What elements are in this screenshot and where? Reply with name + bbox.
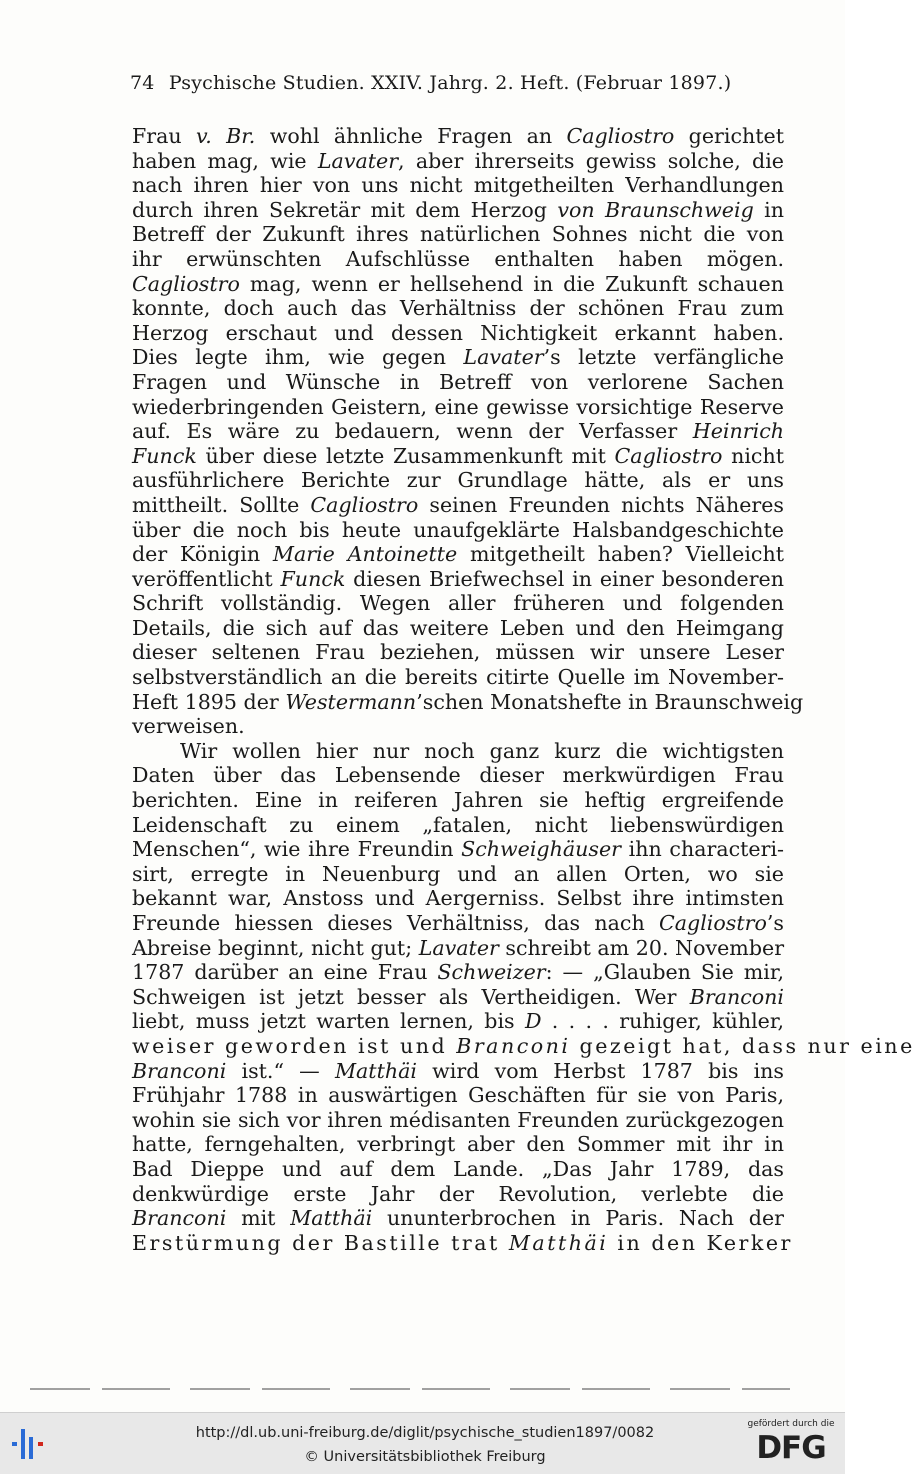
text-line bbox=[132, 272, 784, 297]
text-run: : — „Glauben Sie mir, bbox=[545, 960, 784, 985]
italic-name: Branconi bbox=[132, 1058, 227, 1083]
text-line bbox=[132, 665, 784, 690]
italic-name: Westermann bbox=[285, 689, 417, 714]
text-run: bekannt war, Anstoss und Aergerniss. Selbst ihre intimsten bbox=[132, 886, 784, 911]
text-run: diesen Briefwechsel in einer besonderen bbox=[345, 566, 785, 591]
text-line bbox=[132, 321, 784, 346]
text-line bbox=[132, 1182, 784, 1207]
text-line bbox=[132, 837, 784, 862]
text-run: über die noch bis heute unaufgeklärte Halsbandgeschichte bbox=[132, 517, 784, 542]
text-run: gerichtet bbox=[674, 124, 785, 148]
text-run: mitgetheilt haben? Vielleicht bbox=[457, 542, 784, 567]
text-run: durch ihren Sekretär mit dem Herzog bbox=[132, 197, 558, 222]
text-line bbox=[132, 1132, 784, 1157]
text-run: hatte, ferngehalten, verbringt aber den Sommer mit ihr in bbox=[132, 1132, 784, 1157]
text-run: Freunde hiessen dieses Verhältniss, das nach bbox=[132, 911, 659, 935]
italic-name: von Braunschweig bbox=[557, 197, 754, 222]
text-run: ihn characteri- bbox=[621, 837, 784, 862]
italic-name: Heinrich bbox=[692, 419, 784, 444]
text-line bbox=[132, 468, 784, 493]
running-title: Psychische Studien. XXIV. Jahrg. 2. Heft. (Februar 1897.) bbox=[168, 72, 732, 94]
text-line bbox=[132, 567, 784, 592]
text-line bbox=[132, 763, 784, 788]
text-run: verweisen. bbox=[132, 714, 245, 739]
text-run: ist.“ — bbox=[226, 1058, 335, 1083]
text-run: wiederbringenden Geistern, eine gewisse vorsichtige Reserve bbox=[132, 394, 784, 419]
text-run: ’schen Monatshefte in Braunschweig bbox=[416, 689, 804, 714]
text-run: 1787 darüber an eine Frau bbox=[132, 960, 438, 985]
text-line bbox=[132, 936, 784, 961]
italic-name: Branconi bbox=[456, 1033, 571, 1058]
text-run: Erstürmung der Bastille trat bbox=[132, 1230, 509, 1255]
text-run: nicht bbox=[722, 443, 784, 468]
italic-name: Cagliostro bbox=[310, 492, 419, 517]
text-run: gezeigt hat, dass nur eine bbox=[570, 1033, 915, 1058]
text-line bbox=[132, 149, 784, 174]
text-line bbox=[132, 911, 784, 936]
text-line bbox=[132, 444, 784, 469]
text-line bbox=[132, 198, 784, 223]
text-run: Frau bbox=[132, 124, 197, 148]
text-run: Bad Dieppe und auf dem Lande. „Das Jahr 1789, das bbox=[132, 1156, 784, 1181]
text-run: der Königin bbox=[132, 542, 273, 567]
text-run: sirt, erregte in Neuenburg und an allen Orten, wo sie bbox=[132, 861, 784, 886]
text-run: konnte, doch auch das Verhältniss der schönen Frau zum bbox=[132, 296, 784, 321]
text-run: ununterbrochen in Paris. Nach der bbox=[372, 1206, 784, 1231]
italic-name: Matthäi bbox=[334, 1058, 417, 1083]
text-run: Details, die sich auf das weitere Leben und den Heimgang bbox=[132, 615, 784, 640]
text-line bbox=[132, 542, 784, 567]
text-run: Schrift vollständig. Wegen aller früheren und folgenden bbox=[132, 591, 784, 616]
text-run: dieser seltenen Frau beziehen, müssen wir unsere Leser bbox=[132, 640, 784, 665]
text-line bbox=[132, 985, 784, 1010]
italic-name: Branconi bbox=[132, 1206, 227, 1231]
italic-name: Cagliostro bbox=[614, 443, 723, 468]
text-run: wohin sie sich vor ihren médisanten Freunden zurückgezogen bbox=[132, 1107, 784, 1132]
document-url[interactable]: http://dl.ub.uni-freiburg.de/diglit/psychische_studien1897/0082 bbox=[195, 1425, 655, 1441]
text-run: Dies legte ihm, wie gegen bbox=[132, 345, 464, 370]
text-line bbox=[132, 960, 784, 985]
text-run: ihr erwünschten Aufschlüsse enthalten haben mögen. bbox=[132, 246, 784, 271]
text-line bbox=[132, 124, 784, 149]
italic-name: Branconi bbox=[689, 984, 784, 1009]
italic-name: Funck bbox=[132, 443, 197, 468]
text-run: Herzog erschaut und dessen Nichtigkeit erkannt haben. bbox=[132, 320, 784, 345]
text-run: Menschen“, wie ihre Freundin bbox=[132, 837, 462, 862]
text-line bbox=[132, 296, 784, 321]
text-run: ’s bbox=[766, 911, 784, 935]
text-line bbox=[132, 518, 784, 543]
italic-name: D bbox=[524, 1009, 542, 1034]
text-run: selbstverständlich an die bereits citirte Quelle im November- bbox=[132, 665, 784, 690]
text-line bbox=[132, 739, 784, 764]
viewer-footer bbox=[0, 1412, 845, 1474]
italic-name: Matthäi bbox=[508, 1230, 609, 1255]
text-run: denkwürdige erste Jahr der Revolution, verlebte die bbox=[132, 1181, 784, 1206]
text-line bbox=[132, 640, 784, 665]
text-run: weiser geworden ist und bbox=[132, 1033, 457, 1058]
text-run: ’s letzte verfängliche bbox=[543, 345, 784, 370]
text-line bbox=[132, 222, 784, 247]
text-run: wird vom Herbst 1787 bis ins bbox=[416, 1058, 784, 1083]
text-line bbox=[132, 1059, 784, 1084]
text-run: ausführlichere Berichte zur Grundlage hätte, als er uns bbox=[132, 468, 784, 493]
text-line bbox=[132, 616, 784, 641]
text-line bbox=[132, 1033, 915, 1059]
italic-name: Cagliostro bbox=[658, 911, 767, 935]
text-run: mit bbox=[226, 1206, 291, 1231]
text-run: schreibt am 20. November bbox=[498, 935, 785, 960]
text-line bbox=[132, 813, 784, 838]
italic-name: v. Br. bbox=[196, 124, 256, 148]
text-line bbox=[132, 1230, 793, 1256]
text-run: Daten über das Lebensende dieser merkwürdigen Frau bbox=[132, 763, 784, 788]
text-run: haben mag, wie bbox=[132, 148, 318, 173]
text-line bbox=[132, 1206, 784, 1231]
text-run: Frühjahr 1788 in auswärtigen Geschäften für sie von Paris, bbox=[132, 1083, 784, 1108]
text-run: Leidenschaft zu einem „fatalen, nicht liebenswürdigen bbox=[132, 812, 784, 837]
text-line bbox=[132, 1157, 784, 1182]
text-run: veröffentlicht bbox=[132, 566, 281, 591]
text-line bbox=[132, 1083, 784, 1108]
italic-name: Marie Antoinette bbox=[272, 542, 458, 567]
text-run: auf. Es wäre zu bedauern, wenn der Verfasser bbox=[132, 419, 693, 444]
text-line bbox=[132, 689, 804, 715]
text-run: berichten. Eine in reiferen Jahren sie heftig ergreifende bbox=[132, 788, 784, 813]
text-run: seinen Freunden nichts Näheres bbox=[418, 492, 784, 517]
text-run: , aber ihrerseits gewiss solche, die bbox=[398, 148, 784, 173]
text-run: liebt, muss jetzt warten lernen, bis bbox=[132, 1009, 525, 1034]
text-run: Wir wollen hier nur noch ganz kurz die wichtigsten bbox=[180, 738, 784, 763]
text-line bbox=[132, 788, 784, 813]
text-run: nach ihren hier von uns nicht mitgetheilten Verhandlungen bbox=[132, 173, 784, 198]
library-logo-icon bbox=[10, 1425, 46, 1463]
text-line bbox=[132, 1009, 784, 1034]
text-run: mag, wenn er hellsehend in die Zukunft schauen bbox=[239, 271, 784, 296]
text-line bbox=[132, 419, 784, 444]
text-line bbox=[132, 247, 784, 272]
italic-name: Funck bbox=[280, 566, 346, 591]
text-line bbox=[132, 493, 784, 518]
italic-name: Cagliostro bbox=[132, 271, 240, 296]
text-run: wohl ähnliche Fragen an bbox=[255, 124, 567, 148]
text-run: Heft 1895 der bbox=[132, 689, 286, 714]
text-line bbox=[132, 591, 784, 616]
italic-name: Lavater bbox=[418, 935, 499, 960]
italic-name: Schweizer bbox=[437, 960, 546, 985]
text-line bbox=[132, 862, 784, 887]
scan-edge-rule bbox=[30, 1388, 790, 1390]
dfg-wordmark: DFG bbox=[756, 1430, 826, 1466]
text-run: Abreise beginnt, nicht gut; bbox=[132, 935, 419, 960]
italic-name: Lavater bbox=[317, 148, 399, 173]
dfg-logo bbox=[745, 1419, 837, 1469]
text-run: in den Kerker bbox=[608, 1230, 793, 1255]
text-line bbox=[132, 345, 784, 370]
italic-name: Cagliostro bbox=[566, 124, 675, 148]
text-run: Betreff der Zukunft ihres natürlichen Sohnes nicht die von bbox=[132, 222, 784, 247]
text-run: Fragen und Wünsche in Betreff von verlorene Sachen bbox=[132, 369, 784, 394]
running-header bbox=[130, 72, 790, 94]
text-run: über diese letzte Zusammenkunft mit bbox=[196, 443, 615, 468]
text-run: in bbox=[753, 197, 784, 222]
text-line bbox=[132, 173, 784, 198]
text-line bbox=[132, 1108, 784, 1133]
text-line bbox=[132, 714, 784, 739]
text-run: . . . . ruhiger, kühler, bbox=[541, 1009, 784, 1034]
dfg-caption: gefördert durch die bbox=[747, 1419, 835, 1429]
text-run: mittheilt. Sollte bbox=[132, 492, 311, 517]
body-text bbox=[132, 124, 915, 1255]
text-line bbox=[132, 395, 784, 420]
italic-name: Schweighäuser bbox=[461, 837, 622, 862]
italic-name: Matthäi bbox=[290, 1206, 373, 1231]
text-run: Schweigen ist jetzt besser als Vertheidigen. Wer bbox=[132, 984, 690, 1009]
copyright-notice: © Universitätsbibliothek Freiburg bbox=[304, 1449, 546, 1465]
text-line bbox=[132, 370, 784, 395]
page-number: 74 bbox=[130, 72, 155, 94]
italic-name: Lavater bbox=[463, 345, 544, 370]
text-line bbox=[132, 886, 784, 911]
